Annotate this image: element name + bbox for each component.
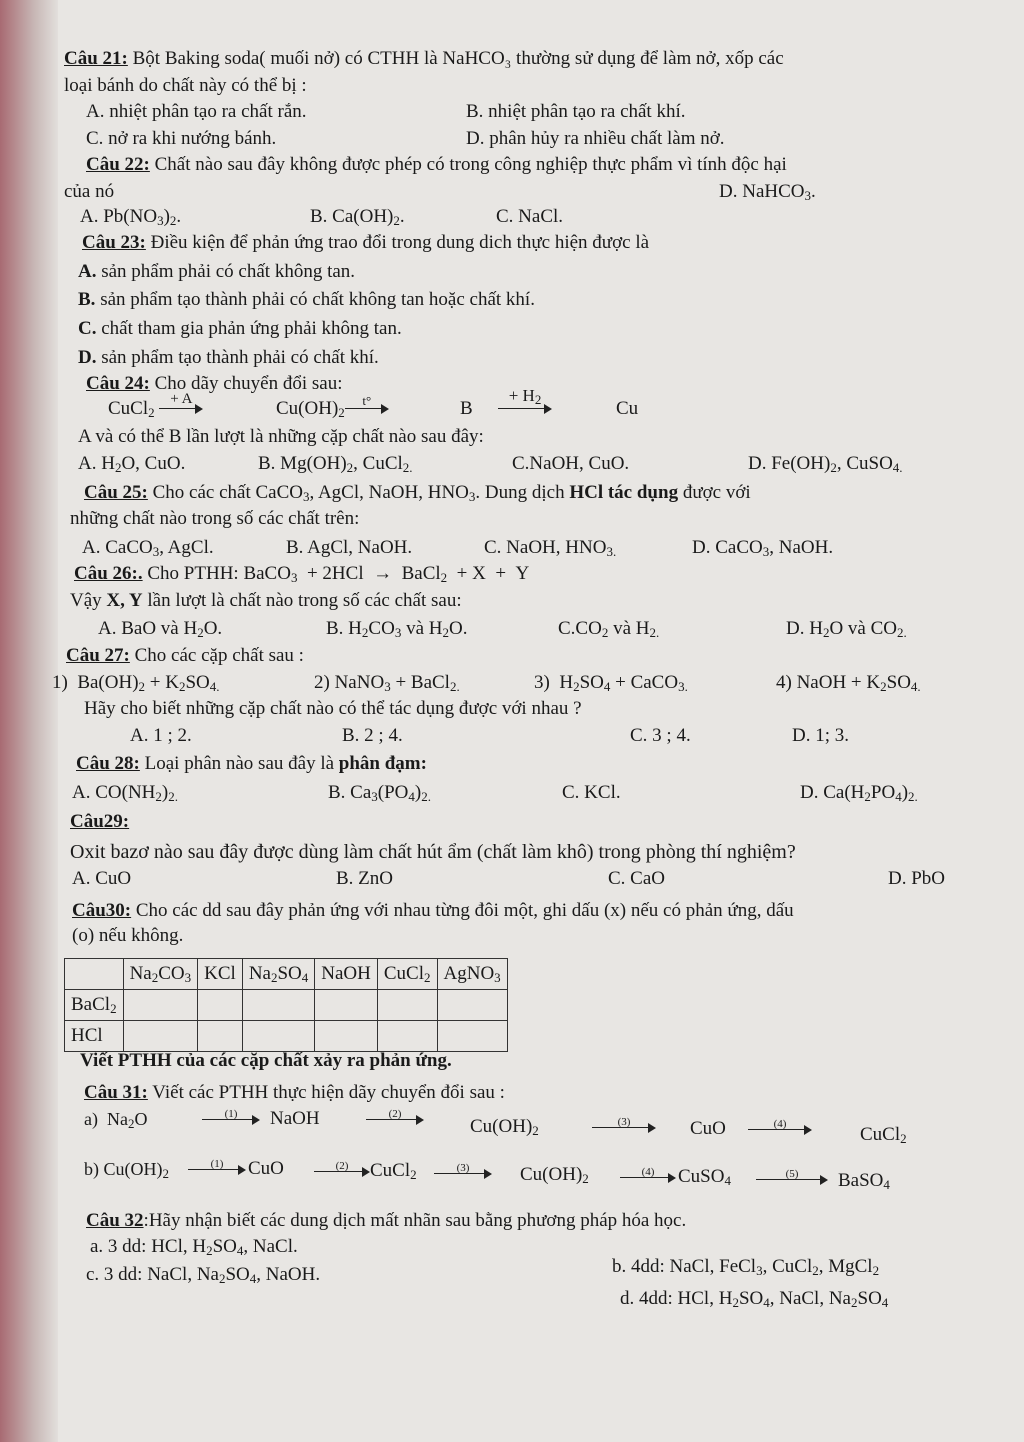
q26-option-a[interactable]: A. BaO và $H_2O$. [98, 618, 223, 641]
q29-label-row [64, 811, 1014, 834]
q28-option-d[interactable]: D. $Ca(H_2PO_4)_{2.}$ [800, 782, 918, 805]
table-cell[interactable] [377, 990, 437, 1021]
q28-options [64, 782, 1014, 805]
q24-node-b: B [460, 397, 473, 419]
table-header-naoh: NaOH [315, 959, 378, 990]
table-cell[interactable] [437, 1021, 507, 1052]
q25-stem: Câu 25: Cho các chất CaCO$_3$, AgCl, NaOH, $HNO_3$. Dung dịch HCl tác dụng được với [84, 481, 751, 504]
q27-stem [64, 645, 1014, 668]
q29-options [64, 868, 1014, 891]
q24-chain: CuCl$_2$ + A $Cu(OH)_2$ t° B + $H_2$ Cu [108, 386, 639, 420]
q21-stem: Bột Baking soda( muối nở) có CTHH là NaHCO₃ thường sử dụng để làm nở, xốp các [132, 48, 784, 69]
q24-option-d[interactable]: D. $Fe(OH)_2$, CuSO$_{4.}$ [748, 452, 903, 475]
table-header-agno3: AgNO$_3$ [437, 959, 507, 990]
q27-pairs [52, 671, 1014, 695]
q21-stem-2: loại bánh do chất này có thể bị : [64, 74, 307, 96]
q24-arrow1-label: + A [170, 391, 193, 408]
table-cell[interactable] [315, 1021, 378, 1052]
q23-option-b[interactable] [64, 289, 1014, 312]
q32-stem [86, 1210, 686, 1233]
q24-question-text: A và có thể B lần lượt là những cặp chất nào sau đây: [78, 426, 484, 448]
q24-label: Câu 24: [86, 373, 150, 395]
q23-a-letter: A. [78, 260, 97, 282]
q24-node-cu: Cu [616, 397, 639, 419]
q23-label: Câu 23: [82, 232, 146, 254]
q26-stem: Câu 26:. Cho PTHH: BaCO$_3$ + 2HCl → BaCl$_2$ + X + Y [74, 563, 530, 586]
q22-label: Câu 22: [86, 154, 150, 176]
q23-d-text: sản phẩm tạo thành phải có chất khí. [101, 346, 379, 368]
q22-option-c[interactable]: C. NaCl. [496, 205, 564, 227]
table-row-header-hcl: HCl [65, 1021, 124, 1052]
q23-c-text: chất tham gia phản ứng phải không tan. [101, 317, 402, 339]
q25-option-a[interactable]: A. CaCO$_3$, AgCl. [82, 536, 214, 559]
q25-options [64, 537, 1014, 560]
table-cell[interactable] [437, 990, 507, 1021]
q29-stem-text: Oxit bazơ nào sau đây được dùng làm chất hút ẩm (chất làm khô) trong phòng thí nghiệm? [70, 841, 796, 864]
q29-option-c[interactable]: C. CaO [608, 867, 665, 889]
q30-stem-text: Cho các dd sau đây phản ứng với nhau từng đôi một, ghi dấu (x) nếu có phản ứng, dấu [131, 900, 794, 922]
q22-options-row [64, 206, 1014, 229]
q25-label: Câu 25: [84, 481, 148, 503]
q31-stem [84, 1082, 505, 1105]
q21-label: Câu 21: [64, 48, 128, 69]
q23-stem-text: Điều kiện để phản ứng trao đổi trong dung dich thực hiện được là [150, 232, 650, 254]
table-cell[interactable] [242, 1021, 314, 1052]
q30-stem [64, 900, 1014, 923]
q31-a-cuo: CuO [690, 1118, 726, 1139]
q32-part-a: a. 3 dd: HCl, $H_2SO_4$, NaCl. [90, 1236, 298, 1258]
q25-stem-2 [64, 508, 1014, 531]
q31-a-naoh: NaOH [270, 1108, 320, 1129]
q23-a-text: sản phẩm phải có chất không tan. [101, 260, 356, 282]
q22-option-b[interactable]: B. $Ca(OH)_2$. [310, 205, 405, 228]
table-header-na2so4: $Na_2SO_4$ [242, 959, 314, 990]
table-cell[interactable] [377, 1021, 437, 1052]
table-corner-cell [65, 959, 124, 990]
q23-option-d[interactable] [64, 347, 1014, 370]
q30-stem-2 [64, 925, 1014, 948]
q22-option-a[interactable]: A. $Pb(NO_3)_2$. [80, 205, 182, 228]
table-cell[interactable] [123, 1021, 198, 1052]
q29-option-b[interactable]: B. ZnO [336, 867, 393, 889]
q27-options [64, 725, 1014, 748]
q28-stem-text: Loại phân nào sau đây là [144, 753, 339, 775]
table-row [65, 1021, 508, 1052]
q24-arrow2-label: t° [362, 393, 372, 409]
q21-option-a[interactable]: A. nhiệt phân tạo ra chất rắn. [86, 101, 307, 123]
q30-note: Viết PTHH của các cặp chất xảy ra phản ứng. [80, 1050, 452, 1071]
q31-chain-b: b) $Cu(OH)_2$ (1) CuO (2) CuCl$_2$ (3) $Cu(OH)_2$ (4) CuSO$_4$ (5) BaSO$_4$ [84, 1157, 890, 1192]
q27-option-c[interactable]: C. 3 ; 4. [630, 724, 691, 746]
q24-options [64, 453, 1014, 476]
q27-option-b[interactable]: B. 2 ; 4. [342, 724, 403, 746]
q32-part-b: b. 4dd: NaCl, FeCl$_3$, CuCl$_2$, MgCl$_2$ [612, 1256, 880, 1278]
table-header-cucl2: CuCl$_2$ [377, 959, 437, 990]
q27-pair-2: 2) NaNO$_3$ + BaCl$_{2.}$ [314, 671, 460, 694]
q26-stem-text: Cho PTHH: [147, 563, 239, 585]
q27-question [64, 698, 1014, 721]
question-list [52, 40, 1014, 1310]
q31-b-cuo: CuO [248, 1158, 284, 1179]
q22-stem-line2 [64, 181, 1014, 204]
q31-chain-a: a) $Na_2O$ (1) NaOH (2) $Cu(OH)_2$ (3) CuO (4) CuCl$_2$ [84, 1107, 907, 1146]
q32-part-d: d. 4dd: HCl, $H_2SO_4$, NaCl, $Na_2SO_4$ [620, 1288, 889, 1310]
q32-part-c: c. 3 dd: NaCl, $Na_2SO_4$, NaOH. [86, 1264, 321, 1286]
q27-option-d[interactable]: D. 1; 3. [792, 724, 849, 746]
q24-stem-text: Cho dãy chuyển đổi sau: [154, 373, 343, 395]
q21-stem-line2 [64, 75, 1014, 98]
q21-options-row1 [64, 101, 1014, 124]
q32-label: Câu 32 [86, 1210, 144, 1231]
q21-option-c[interactable]: C. nở ra khi nướng bánh. [86, 127, 277, 149]
q28-stem-bold: phân đạm: [338, 753, 427, 775]
q25-option-c[interactable]: C. NaOH, $HNO_{3.}$ [484, 536, 617, 559]
q23-d-letter: D. [78, 346, 97, 368]
q27-pair-3: 3) $H_2SO_4$ + CaCO$_{3.}$ [534, 671, 688, 694]
q28-option-a[interactable]: A. $CO(NH_2)_{2.}$ [72, 782, 178, 805]
q31-stem-text: Viết các PTHH thực hiện dãy chuyển đổi sau : [152, 1082, 505, 1103]
q29-stem [64, 841, 1014, 864]
q24-option-b[interactable]: B. $Mg(OH)_2$, CuCl$_{2.}$ [258, 452, 413, 475]
table-row [65, 990, 508, 1021]
table-cell[interactable] [198, 990, 243, 1021]
q26-question: Vậy X, Y lần lượt là chất nào trong số các chất sau: [70, 589, 462, 611]
q27-label: Câu 27: [66, 645, 130, 667]
q26-option-c[interactable]: $C.CO_2$ và $H_{2.}$ [558, 618, 660, 641]
table-cell[interactable] [242, 990, 314, 1021]
q22-stem: Chất nào sau đây không được phép có trong công nghiệp thực phẩm vì tính độc hại [154, 154, 787, 176]
table-header-kcl: KCl [198, 959, 243, 990]
q29-option-a[interactable]: A. CuO [72, 867, 132, 889]
q23-option-c[interactable] [64, 318, 1014, 341]
q26-options [64, 618, 1014, 641]
q25-stem-2-text: những chất nào trong số các chất trên: [70, 508, 360, 530]
q23-option-a[interactable] [64, 261, 1014, 284]
paper-edge [0, 0, 58, 1442]
q23-b-letter: B. [78, 289, 96, 311]
q30-stem-2-text: (o) nếu không. [72, 925, 184, 946]
q27-stem-text: Cho các cặp chất sau : [134, 645, 304, 667]
q27-pair-4: 4) NaOH + $K_2SO_{4.}$ [776, 671, 921, 694]
q23-b-text: sản phẩm tạo thành phải có chất không tan hoặc chất khí. [100, 289, 535, 311]
reaction-table [64, 958, 508, 1052]
q31-label: Câu 31: [84, 1082, 148, 1103]
q26-option-d[interactable]: D. $H_2O$ và $CO_{2.}$ [786, 618, 907, 641]
q26-label: Câu 26:. [74, 563, 143, 585]
q29-label: Câu29: [70, 810, 130, 832]
q28-stem [64, 753, 1014, 776]
q25-option-b[interactable]: B. AgCl, NaOH. [286, 536, 413, 558]
q29-option-d[interactable]: D. PbO [888, 867, 946, 889]
q28-option-c[interactable]: C. KCl. [562, 782, 621, 804]
q21-options-row2 [64, 128, 1014, 151]
table-cell[interactable] [123, 990, 198, 1021]
table-header-na2co3: $Na_2CO_3$ [123, 959, 198, 990]
table-cell[interactable] [315, 990, 378, 1021]
table-header-row [65, 959, 508, 990]
q26-option-b[interactable]: B. $H_2CO_3$ và $H_2O$. [326, 618, 468, 641]
q27-question-text: Hãy cho biết những cặp chất nào có thể tác dụng được với nhau ? [84, 698, 582, 720]
q24-option-c[interactable]: C.NaOH, CuO. [512, 452, 630, 474]
q21-stem-line1 [64, 48, 1014, 71]
q21-option-d[interactable]: D. phân hủy ra nhiều chất làm nở. [466, 127, 725, 149]
q30-label: Câu30: [72, 900, 132, 922]
q32-stem-text: :Hãy nhận biết các dung dịch mất nhãn sau bằng phương pháp hóa học. [143, 1210, 687, 1231]
q21-option-b[interactable]: B. nhiệt phân tạo ra chất khí. [466, 101, 686, 123]
q24-option-a[interactable]: A. $H_2O$, CuO. [78, 452, 186, 475]
q23-c-letter: C. [78, 317, 97, 339]
q22-option-d[interactable]: D. NaHCO$_3$. [719, 180, 816, 203]
q27-option-a[interactable]: A. 1 ; 2. [130, 724, 192, 746]
q28-label: Câu 28: [76, 753, 140, 775]
table-row-header-bacl2: BaCl$_2$ [65, 990, 124, 1021]
q24-question [64, 426, 1014, 449]
q22-stem-2: của nó [64, 180, 115, 202]
q22-stem-line1 [64, 154, 1014, 177]
table-cell[interactable] [198, 1021, 243, 1052]
q28-option-b[interactable]: B. $Ca_3(PO_4)_{2.}$ [328, 782, 431, 805]
q27-pair-1: 1) $Ba(OH)_2 + K_2SO_{4.}$ [52, 671, 220, 694]
q26-question-text: lần lượt là chất nào trong số các chất sau: [147, 589, 462, 611]
q25-option-d[interactable]: D. CaCO$_3$, NaOH. [692, 536, 834, 559]
q23-stem [64, 232, 1014, 255]
